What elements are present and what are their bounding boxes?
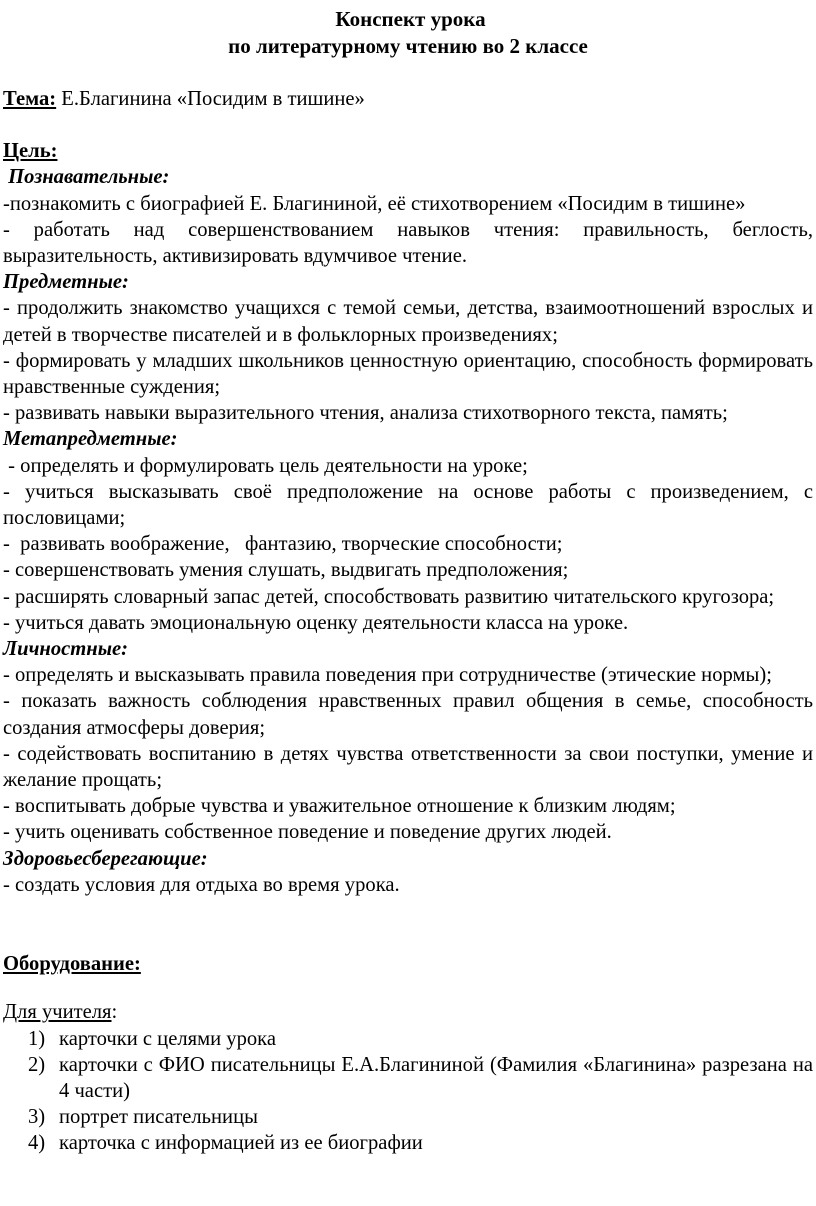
metasubject-item: - совершенствовать умения слушать, выдвигать предположения;: [3, 559, 569, 582]
personal-item: - воспитывать добрые чувства и уважительное отношение к близким людям;: [3, 795, 676, 818]
topic-label: Тема:: [3, 88, 57, 110]
list-item: [3, 1130, 813, 1156]
personal-item: - определять и высказывать правила поведения при сотрудничестве (этические нормы);: [3, 664, 772, 687]
goal-label: Цель:: [3, 140, 58, 163]
cognitive-item: -познакомить с биографией Е. Благининой, её стихотворением «Посидим в тишине»: [3, 192, 746, 215]
personal-item: - учить оценивать собственное поведение и поведение других людей.: [3, 821, 612, 844]
personal-heading: Личностные:: [3, 638, 129, 661]
list-item-number: 2): [28, 1053, 46, 1076]
list-item: [3, 1026, 813, 1052]
teacher-colon: :: [111, 1001, 118, 1024]
list-item-text: карточки с целями урока: [59, 1027, 277, 1050]
teacher-label: Для учителя: [3, 1001, 112, 1024]
personal-item: - содействовать воспитанию в детях чувства ответственности за свои поступки, умение и желание прощать;: [3, 742, 813, 792]
metasubject-heading: Метапредметные:: [3, 428, 178, 451]
topic-text: Е.Благинина «Посидим в тишине»: [56, 88, 365, 110]
equipment-list: [3, 1026, 813, 1157]
metasubject-item: - учиться высказывать своё предположение на основе работы с произведением, с пословицами;: [3, 480, 813, 530]
metasubject-item: - определять и формулировать цель деятельности на уроке;: [3, 454, 528, 477]
health-heading: Здоровьесберегающие:: [3, 847, 208, 870]
metasubject-item: - развивать воображение, фантазию, творческие способности;: [3, 533, 563, 556]
list-item-text: портрет писательницы: [59, 1106, 258, 1129]
subject-heading: Предметные:: [3, 271, 129, 294]
metasubject-item: - расширять словарный запас детей, способствовать развитию читательского кругозора;: [3, 585, 775, 608]
list-item-text: карточки с ФИО писательницы Е.А.Благининой (Фамилия «Благинина» разрезана на 4 части): [59, 1053, 813, 1102]
equipment-label: Оборудование:: [3, 953, 141, 976]
subject-item: - формировать у младших школьников ценностную ориентацию, способность формировать нравственные суждения;: [3, 349, 813, 399]
cognitive-item: - работать над совершенствованием навыков чтения: правильность, беглость, выразительность, активизировать вдумчивое чтение.: [3, 218, 813, 268]
personal-item: - показать важность соблюдения нравственных правил общения в семье, способность создания атмосферы доверия;: [3, 690, 813, 739]
list-item: [3, 1052, 813, 1104]
title-line-1: Конспект урока: [335, 7, 486, 31]
list-item-number: 3): [28, 1106, 46, 1129]
list-item-number: 4): [28, 1132, 46, 1155]
document-title: [3, 6, 813, 60]
list-item: [3, 1104, 813, 1130]
list-item-number: 1): [28, 1027, 46, 1050]
topic-line: [3, 86, 813, 112]
subject-item: - продолжить знакомство учащихся с темой семьи, детства, взаимоотношений взрослых и детей в творчестве писателей и в фольклорных произведениях;: [3, 297, 813, 346]
title-line-2: по литературному чтению во 2 классе: [228, 34, 588, 58]
health-item: - создать условия для отдыха во время урока.: [3, 873, 400, 896]
list-item-text: карточка с информацией из ее биографии: [59, 1132, 423, 1155]
teacher-line: [3, 999, 813, 1025]
metasubject-item: - учиться давать эмоциональную оценку деятельности класса на уроке.: [3, 611, 629, 634]
subject-item: - развивать навыки выразительного чтения, анализа стихотворного текста, память;: [3, 402, 728, 425]
cognitive-heading: Познавательные:: [3, 166, 170, 189]
